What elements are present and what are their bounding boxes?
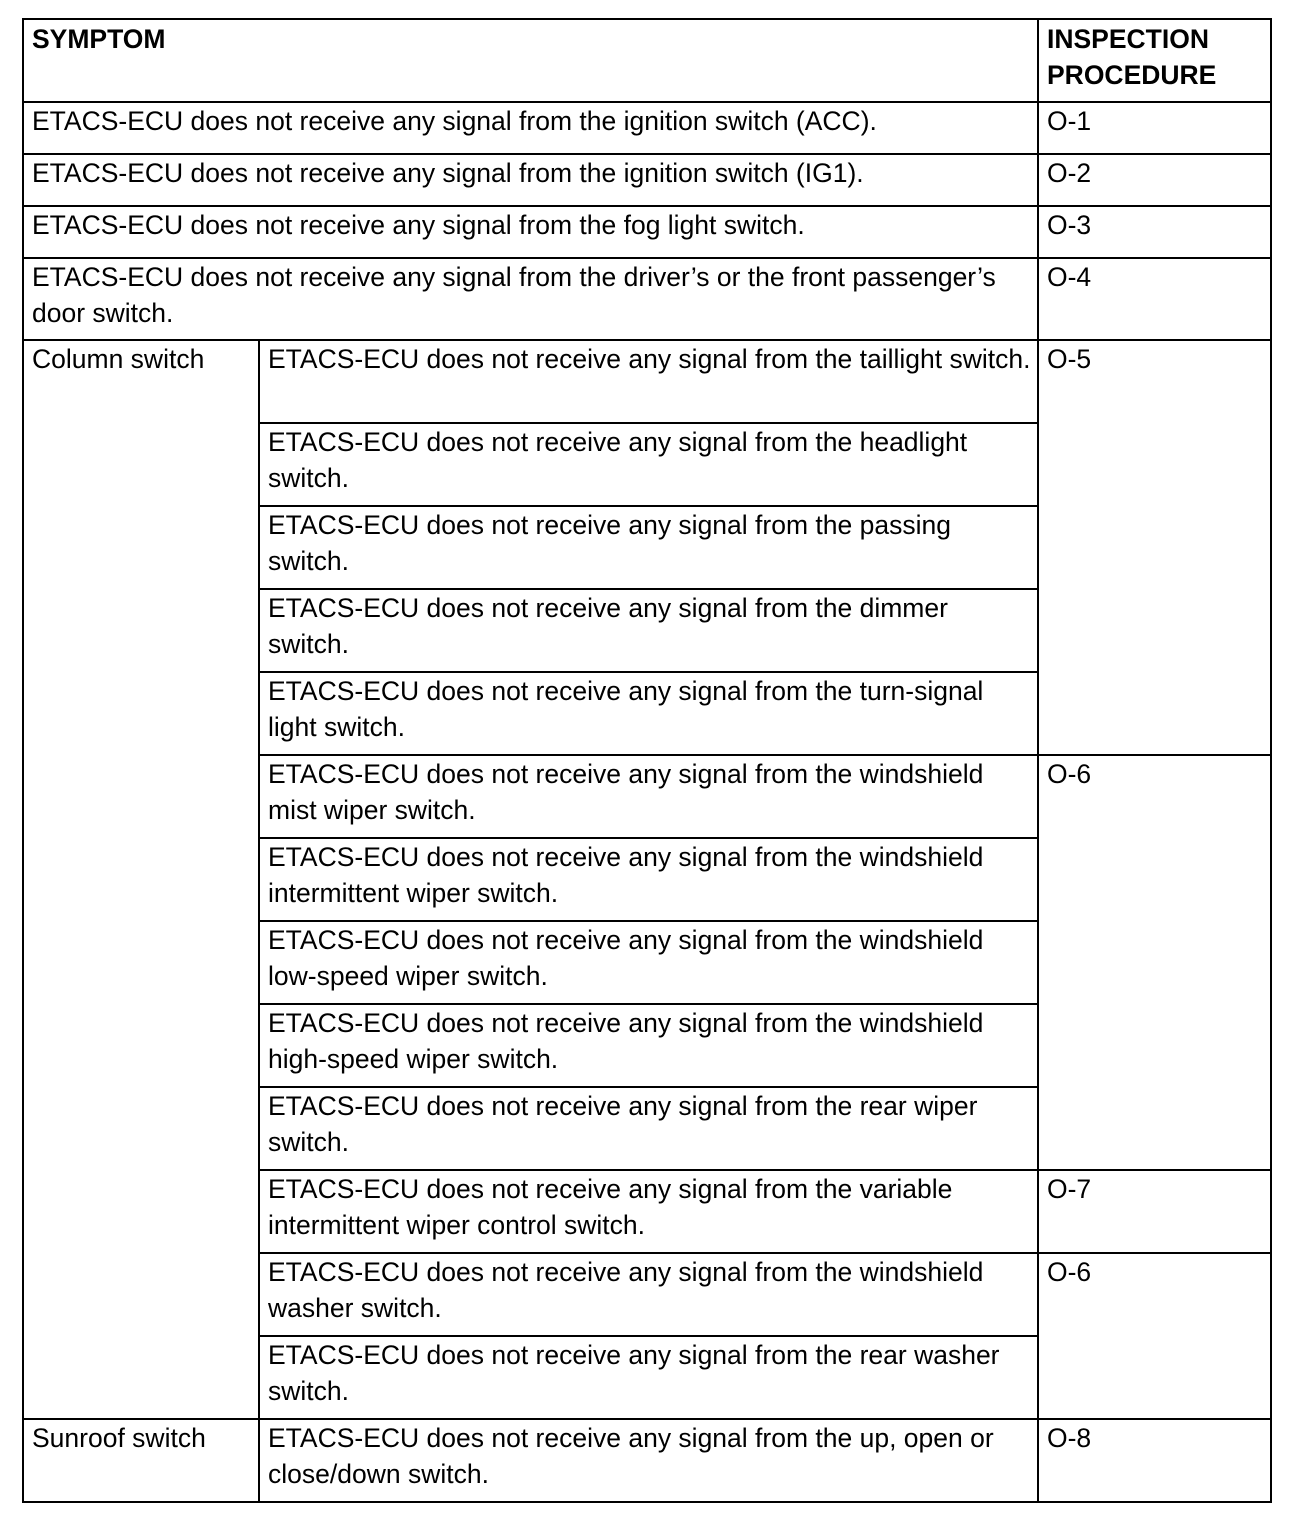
procedure-cell: O-8: [1038, 1419, 1271, 1502]
table-row: [23, 102, 1271, 154]
procedure-cell: O-6: [1038, 755, 1271, 1170]
table-row: [23, 340, 1271, 423]
symptom-cell: ETACS-ECU does not receive any signal from the windshield low-speed wiper switch.: [259, 921, 1038, 1004]
procedure-cell: O-7: [1038, 1170, 1271, 1253]
procedure-cell: O-5: [1038, 340, 1271, 755]
symptom-cell: ETACS-ECU does not receive any signal from the dimmer switch.: [259, 589, 1038, 672]
symptom-cell: ETACS-ECU does not receive any signal from the taillight switch.: [259, 340, 1038, 423]
symptom-cell: ETACS-ECU does not receive any signal from the driver’s or the front passenger’s door switch.: [23, 258, 1038, 340]
procedure-cell: O-3: [1038, 206, 1271, 258]
procedure-cell: O-1: [1038, 102, 1271, 154]
table-row: [23, 206, 1271, 258]
table-row: [23, 1419, 1271, 1502]
column-switch-label: Column switch: [23, 340, 259, 1419]
symptom-header: SYMPTOM: [23, 19, 1038, 102]
symptom-cell: ETACS-ECU does not receive any signal from the passing switch.: [259, 506, 1038, 589]
symptom-cell: ETACS-ECU does not receive any signal from the rear wiper switch.: [259, 1087, 1038, 1170]
symptom-cell: ETACS-ECU does not receive any signal from the rear washer switch.: [259, 1336, 1038, 1419]
procedure-cell: O-6: [1038, 1253, 1271, 1419]
symptom-cell: ETACS-ECU does not receive any signal from the fog light switch.: [23, 206, 1038, 258]
symptom-cell: ETACS-ECU does not receive any signal from the headlight switch.: [259, 423, 1038, 506]
procedure-cell: O-4: [1038, 258, 1271, 340]
symptom-table: [22, 18, 1272, 1503]
table-header-row: [23, 19, 1271, 102]
symptom-cell: ETACS-ECU does not receive any signal from the windshield intermittent wiper switch.: [259, 838, 1038, 921]
symptom-cell: ETACS-ECU does not receive any signal from the variable intermittent wiper control switch.: [259, 1170, 1038, 1253]
table-row: [23, 258, 1271, 340]
procedure-header-line2: PROCEDURE: [1047, 60, 1217, 90]
symptom-cell: ETACS-ECU does not receive any signal from the windshield washer switch.: [259, 1253, 1038, 1336]
procedure-cell: O-2: [1038, 154, 1271, 206]
sunroof-switch-label: Sunroof switch: [23, 1419, 259, 1502]
symptom-cell: ETACS-ECU does not receive any signal from the turn-signal light switch.: [259, 672, 1038, 755]
table-row: [23, 154, 1271, 206]
procedure-header-line1: INSPECTION: [1047, 24, 1209, 54]
procedure-header: [1038, 19, 1271, 102]
symptom-cell: ETACS-ECU does not receive any signal from the windshield high-speed wiper switch.: [259, 1004, 1038, 1087]
symptom-cell: ETACS-ECU does not receive any signal from the windshield mist wiper switch.: [259, 755, 1038, 838]
symptom-cell: ETACS-ECU does not receive any signal from the up, open or close/down switch.: [259, 1419, 1038, 1502]
symptom-cell: ETACS-ECU does not receive any signal from the ignition switch (IG1).: [23, 154, 1038, 206]
symptom-cell: ETACS-ECU does not receive any signal from the ignition switch (ACC).: [23, 102, 1038, 154]
